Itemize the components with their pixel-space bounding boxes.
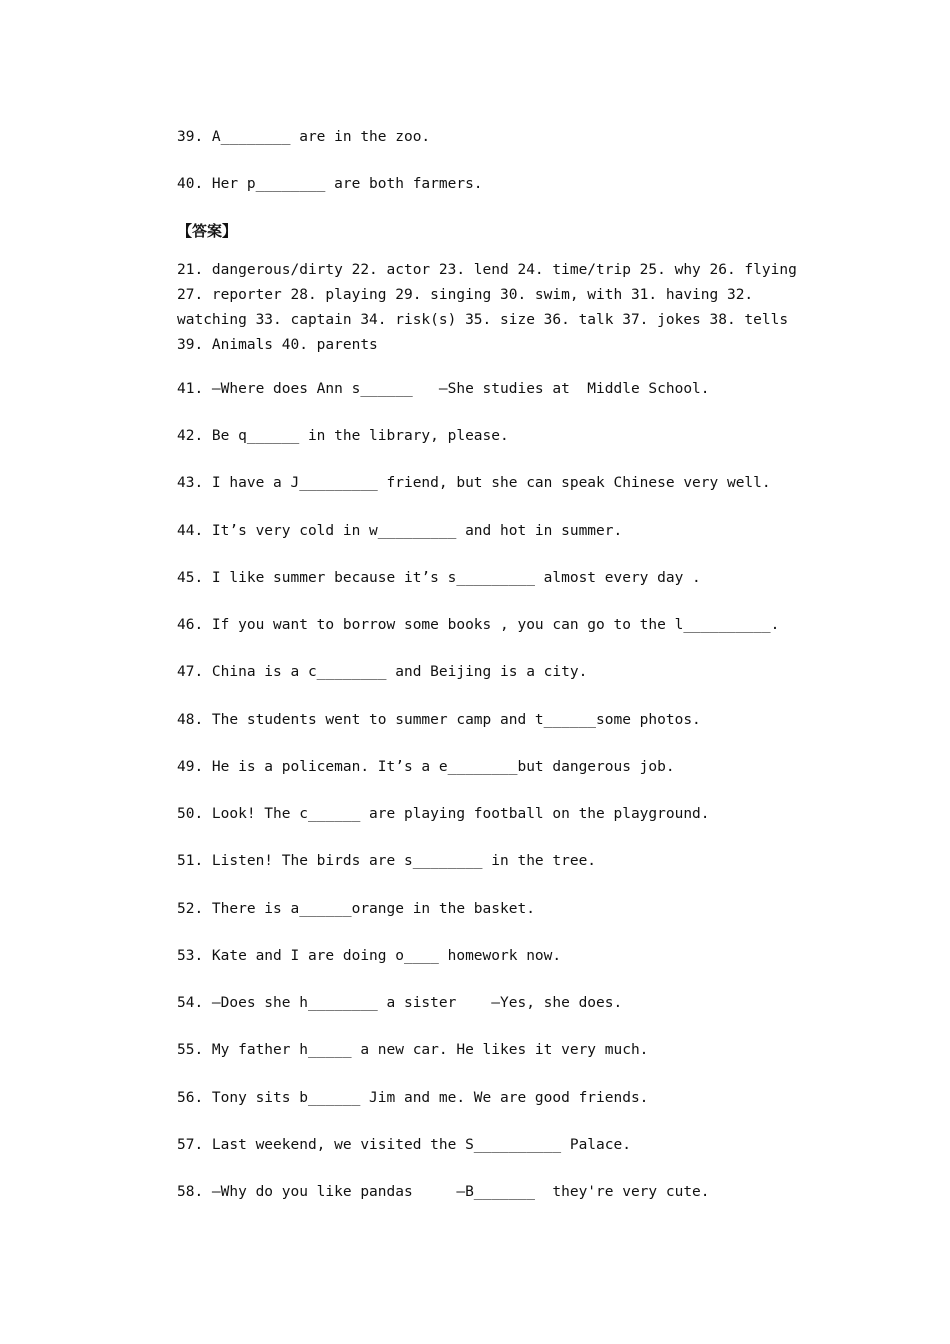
answer-line: 21. dangerous/dirty 22. actor 23. lend 24. time/trip 25. why 26. flying bbox=[177, 262, 797, 278]
question-46: 46. If you want to borrow some books , you can go to the l__________. bbox=[177, 617, 780, 633]
question-54: 54. —Does she h________ a sister —Yes, she does. bbox=[177, 995, 623, 1011]
question-56: 56. Tony sits b______ Jim and me. We are good friends. bbox=[177, 1090, 649, 1106]
question-48: 48. The students went to summer camp and t______some photos. bbox=[177, 712, 701, 728]
question-47: 47. China is a c________ and Beijing is a city. bbox=[177, 664, 588, 680]
question-45: 45. I like summer because it’s s_________ almost every day . bbox=[177, 570, 701, 586]
answer-line: 39. Animals 40. parents bbox=[177, 337, 378, 353]
question-52: 52. There is a______orange in the basket. bbox=[177, 901, 535, 917]
question-43: 43. I have a J_________ friend, but she can speak Chinese very well. bbox=[177, 475, 771, 491]
question-44: 44. It’s very cold in w_________ and hot in summer. bbox=[177, 523, 623, 539]
question-41: 41. —Where does Ann s______ —She studies at Middle School. bbox=[177, 381, 710, 397]
question-55: 55. My father h_____ a new car. He likes it very much. bbox=[177, 1042, 649, 1058]
answer-heading: 【答案】 bbox=[177, 222, 238, 240]
answer-line: watching 33. captain 34. risk(s) 35. size 36. talk 37. jokes 38. tells bbox=[177, 312, 789, 328]
answer-line: 27. reporter 28. playing 29. singing 30. swim, with 31. having 32. bbox=[177, 287, 754, 303]
question-42: 42. Be q______ in the library, please. bbox=[177, 428, 509, 444]
question-53: 53. Kate and I are doing o____ homework now. bbox=[177, 948, 562, 964]
question-51: 51. Listen! The birds are s________ in the tree. bbox=[177, 853, 597, 869]
question-49: 49. He is a policeman. It’s a e________but dangerous job. bbox=[177, 759, 675, 775]
question-39: 39. A________ are in the zoo. bbox=[177, 129, 431, 145]
answer-block bbox=[177, 258, 797, 358]
question-50: 50. Look! The c______ are playing football on the playground. bbox=[177, 806, 710, 822]
question-58: 58. —Why do you like pandas —B_______ they're very cute. bbox=[177, 1184, 710, 1200]
question-40: 40. Her p________ are both farmers. bbox=[177, 176, 483, 192]
question-57: 57. Last weekend, we visited the S__________ Palace. bbox=[177, 1137, 631, 1153]
